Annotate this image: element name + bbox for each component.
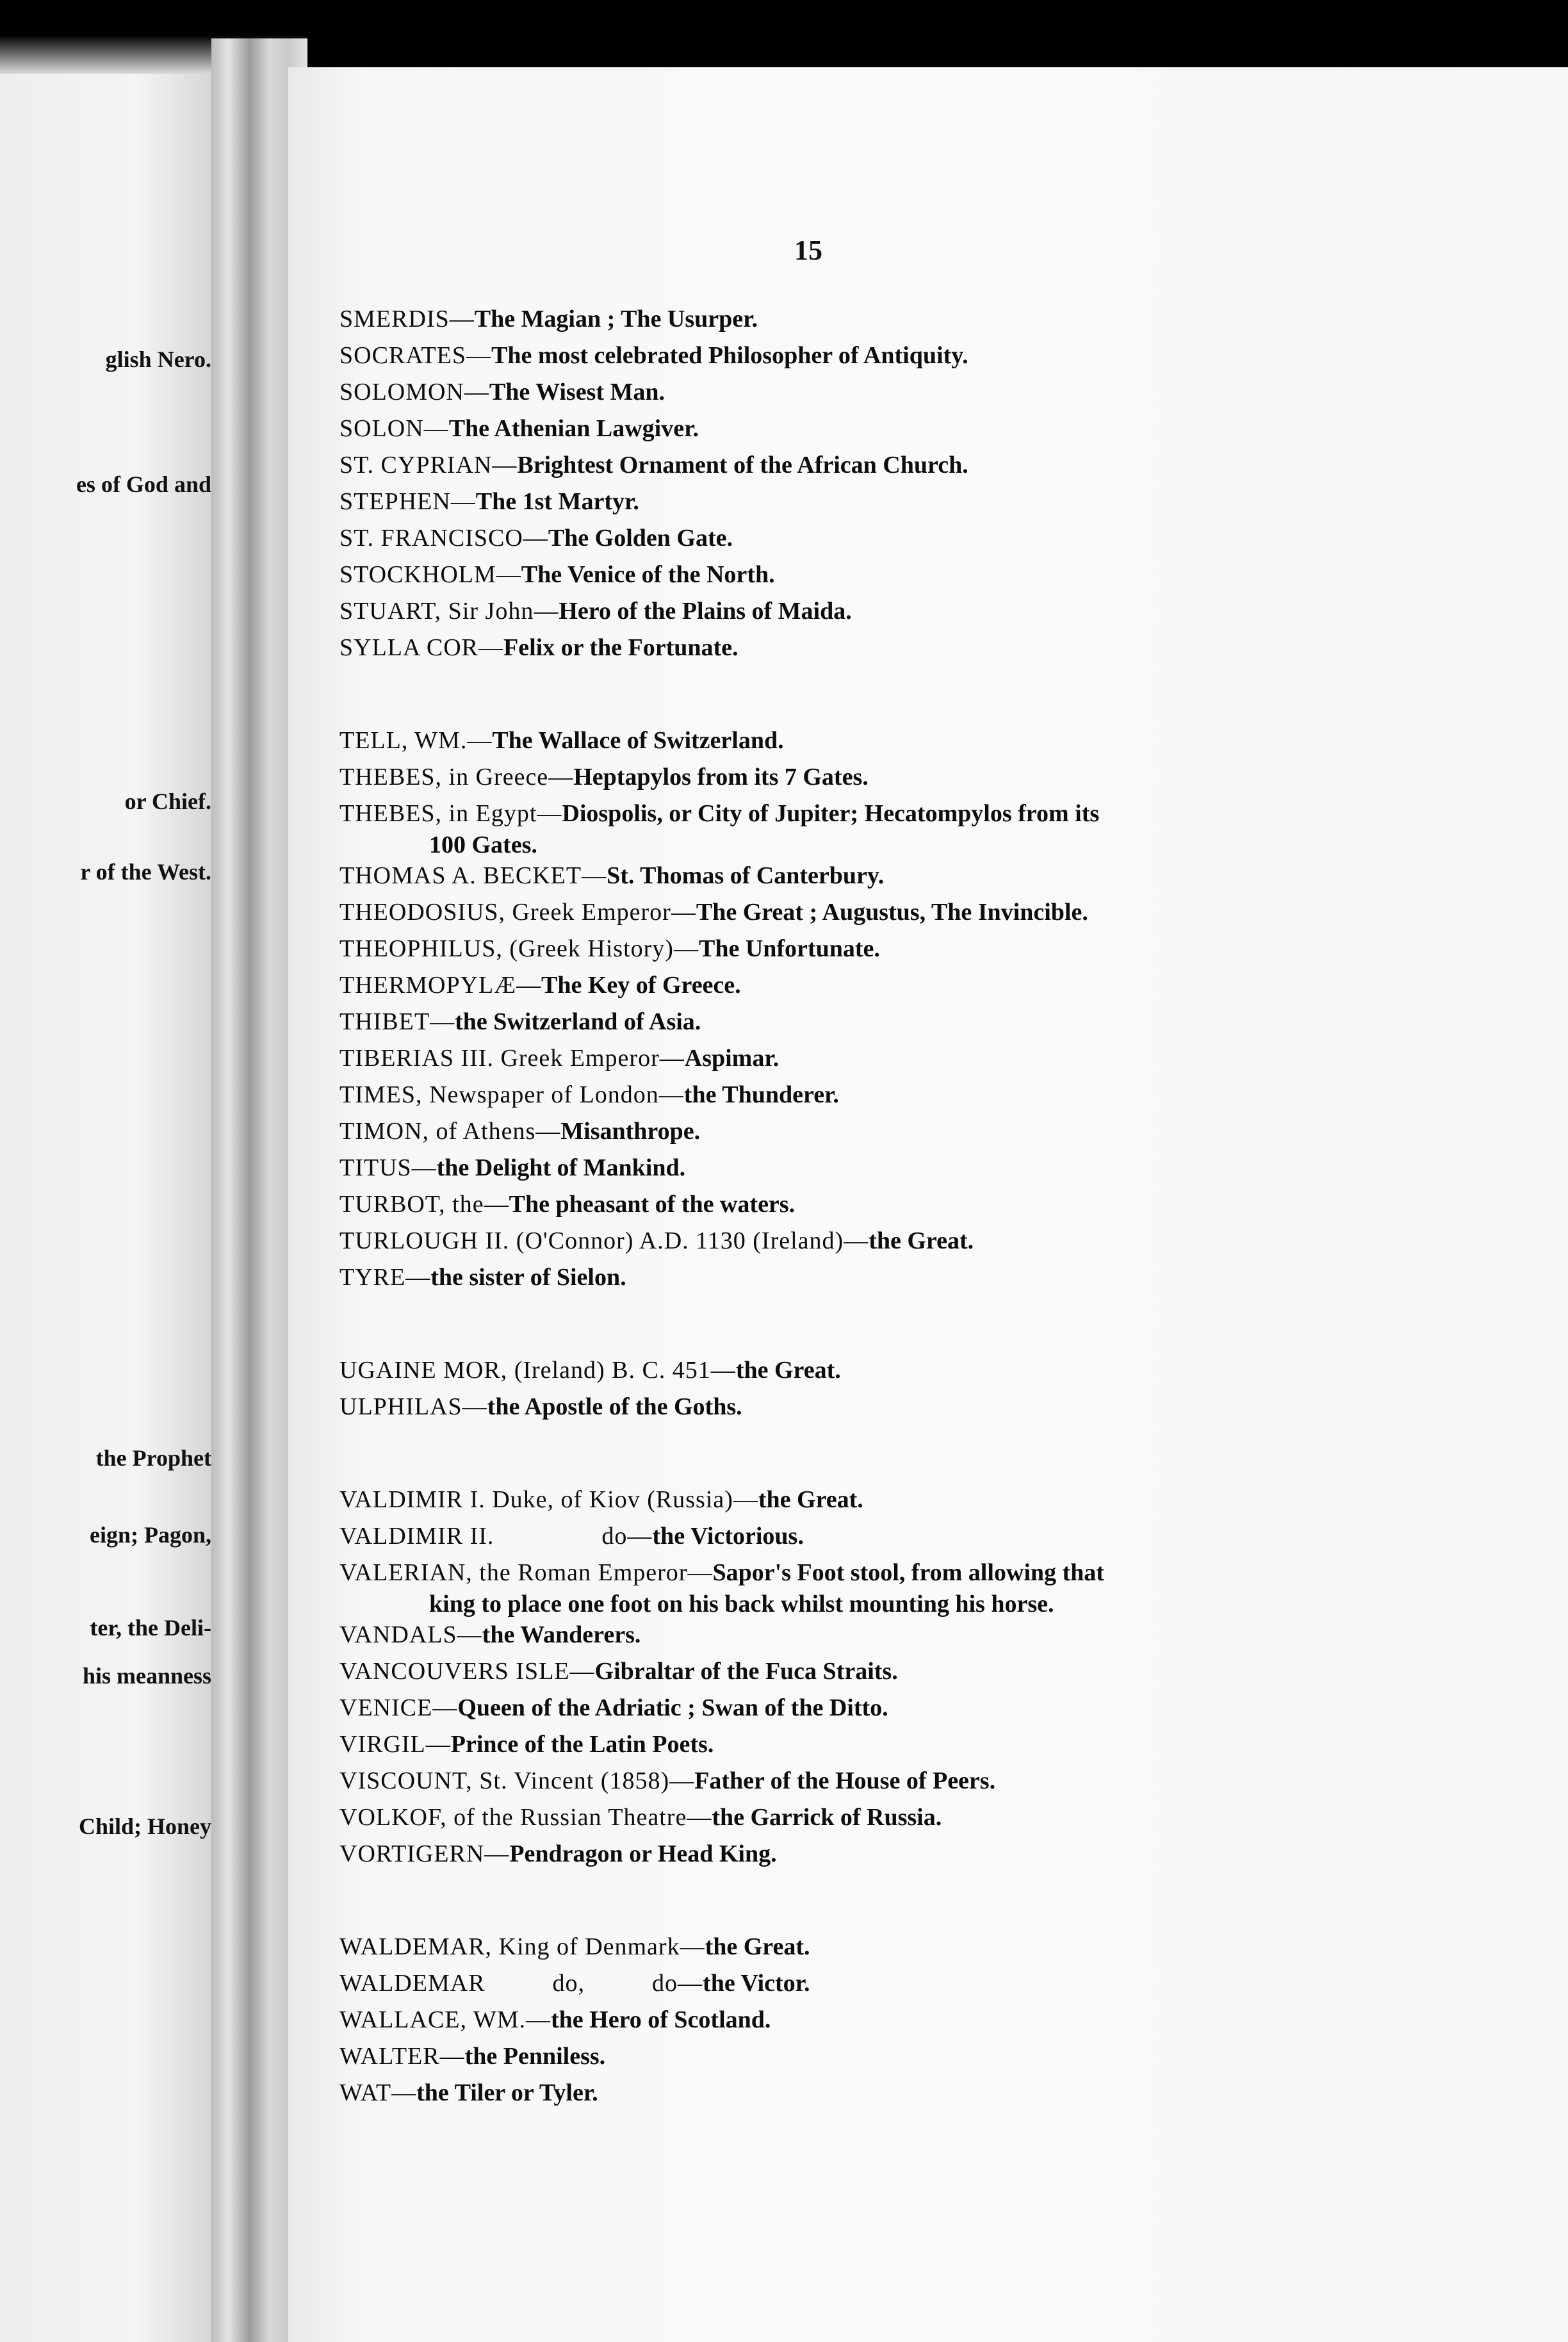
entry-description: Queen of the Adriatic ; Swan of the Ditto. xyxy=(457,1694,888,1721)
entry xyxy=(339,484,1326,520)
left-page-fragment: Child; Honey xyxy=(78,1814,211,1839)
entry-description: the Victorious. xyxy=(652,1523,804,1550)
section-gap xyxy=(339,1425,1326,1482)
entry xyxy=(339,1113,1326,1150)
entry-description: the Wanderers. xyxy=(482,1621,641,1648)
entry-heading: ULPHILAS— xyxy=(339,1393,487,1420)
entry-description: the sister of Sielon. xyxy=(430,1264,626,1291)
left-page-fragment: es of God and xyxy=(76,471,211,497)
left-page-fragment: his meanness xyxy=(82,1663,211,1689)
entry xyxy=(339,931,1326,967)
entry-heading: STOCKHOLM— xyxy=(339,561,521,588)
entry-heading: WALDEMAR, King of Denmark— xyxy=(339,1933,705,1960)
left-page-fragment: or Chief. xyxy=(124,789,211,814)
entry-description: Pendragon or Head King. xyxy=(509,1840,777,1867)
entry xyxy=(339,1150,1326,1186)
entry xyxy=(339,759,1326,796)
entry xyxy=(339,520,1326,557)
entry xyxy=(339,894,1326,931)
entry-continuation: 100 Gates. xyxy=(429,831,537,858)
section-gap xyxy=(339,1296,1326,1352)
entry xyxy=(339,1653,1326,1690)
entry xyxy=(339,1352,1326,1389)
entry-heading: THERMOPYLÆ— xyxy=(339,972,542,999)
entry xyxy=(339,1186,1326,1223)
entry-heading: TYRE— xyxy=(339,1264,431,1291)
entry-heading: SOCRATES— xyxy=(339,342,492,369)
entry-heading: WALLACE, WM.— xyxy=(339,2006,551,2033)
entry-description: the Great. xyxy=(705,1933,810,1960)
entry-description: the Hero of Scotland. xyxy=(551,2006,771,2033)
entry-heading: TIMON, of Athens— xyxy=(339,1118,561,1145)
entry-heading: TURLOUGH II. (O'Connor) A.D. 1130 (Ireland)— xyxy=(339,1227,869,1254)
entry-heading: SMERDIS— xyxy=(339,306,475,332)
entry xyxy=(339,1836,1326,1872)
entry-description: Father of the House of Peers. xyxy=(694,1767,996,1794)
left-facing-page xyxy=(0,54,231,2342)
entry-description: the Penniless. xyxy=(464,2043,606,2070)
entry xyxy=(339,1518,1326,1555)
entry-list xyxy=(339,301,1326,2111)
entry-description: The Wisest Man. xyxy=(489,379,666,405)
entry xyxy=(339,447,1326,484)
left-page-fragment: ter, the Deli- xyxy=(90,1615,211,1641)
page-number: 15 xyxy=(794,234,822,266)
entry-heading: VENICE— xyxy=(339,1694,458,1721)
entry-description: The Venice of the North. xyxy=(521,561,775,588)
entry xyxy=(339,1799,1326,1836)
entry-continuation: king to place one foot on his back whilst mounting his horse. xyxy=(429,1591,1054,1617)
entry-heading: SOLOMON— xyxy=(339,379,489,405)
entry-description: Gibraltar of the Fuca Straits. xyxy=(594,1658,898,1685)
entry xyxy=(339,1763,1326,1799)
entry-description: Heptapylos from its 7 Gates. xyxy=(573,764,869,790)
entry-heading: VANCOUVERS ISLE— xyxy=(339,1658,595,1685)
entry-heading: THEOPHILUS, (Greek History)— xyxy=(339,935,699,962)
entry-description: Felix or the Fortunate. xyxy=(503,634,739,661)
entry-description: The Golden Gate. xyxy=(548,525,733,552)
entry-heading: VIRGIL— xyxy=(339,1731,451,1758)
entry-description: the Great. xyxy=(869,1227,974,1254)
entry xyxy=(339,1617,1326,1653)
entry-heading: THEBES, in Greece— xyxy=(339,764,574,790)
entry xyxy=(339,1929,1326,1965)
entry-description: Diospolis, or City of Jupiter; Hecatompylos from its xyxy=(562,800,1100,827)
entry xyxy=(339,1965,1326,2002)
entry-heading: VORTIGERN— xyxy=(339,1840,510,1867)
entry-description: The Great ; Augustus, The Invincible. xyxy=(696,899,1088,926)
entry-heading: THEODOSIUS, Greek Emperor— xyxy=(339,899,696,926)
entry-heading: TITUS— xyxy=(339,1154,437,1181)
entry-heading: ST. FRANCISCO— xyxy=(339,525,548,552)
entry-description: The Key of Greece. xyxy=(541,972,741,999)
entry-description: The 1st Martyr. xyxy=(475,488,639,515)
entry-description: the Victor. xyxy=(703,1970,810,1997)
entry xyxy=(339,858,1326,894)
entry-heading: STUART, Sir John— xyxy=(339,598,559,625)
entry-heading: ST. CYPRIAN— xyxy=(339,452,518,479)
entry xyxy=(339,630,1326,666)
entry-description: The pheasant of the waters. xyxy=(509,1191,796,1218)
entry-heading: TIBERIAS III. Greek Emperor— xyxy=(339,1045,685,1072)
entry-description: The Unfortunate. xyxy=(698,935,880,962)
entry xyxy=(339,557,1326,593)
entry xyxy=(339,374,1326,411)
entry xyxy=(339,1482,1326,1518)
entry xyxy=(339,2002,1326,2038)
entry xyxy=(339,1223,1326,1259)
entry-description: Aspimar. xyxy=(684,1045,780,1072)
entry-description: The Wallace of Switzerland. xyxy=(492,727,784,754)
entry-heading: WALTER— xyxy=(339,2043,465,2070)
entry-description: the Great. xyxy=(758,1486,863,1513)
entry xyxy=(339,2075,1326,2111)
left-page-fragment: r of the West. xyxy=(80,859,211,885)
entry-description: the Tiler or Tyler. xyxy=(416,2079,598,2106)
entry-description: the Delight of Mankind. xyxy=(436,1154,686,1181)
entry xyxy=(339,593,1326,630)
section-gap xyxy=(339,1872,1326,1929)
entry-heading: SYLLA COR— xyxy=(339,634,503,661)
entry-heading: VALDIMIR I. Duke, of Kiov (Russia)— xyxy=(339,1486,758,1513)
entry-description: Sapor's Foot stool, from allowing that xyxy=(712,1559,1104,1586)
entry-description: the Apostle of the Goths. xyxy=(487,1393,742,1420)
entry xyxy=(339,1555,1326,1617)
entry-description: Brightest Ornament of the African Church. xyxy=(517,452,968,479)
entry-heading: VALERIAN, the Roman Emperor— xyxy=(339,1559,713,1586)
entry-heading: VISCOUNT, St. Vincent (1858)— xyxy=(339,1767,695,1794)
left-page-fragment: glish Nero. xyxy=(105,347,211,372)
entry-description: The most celebrated Philosopher of Antiquity. xyxy=(491,342,968,369)
entry-heading: THEBES, in Egypt— xyxy=(339,800,562,827)
entry xyxy=(339,1389,1326,1425)
entry xyxy=(339,967,1326,1004)
entry xyxy=(339,723,1326,759)
entry-heading: WAT— xyxy=(339,2079,417,2106)
entry-description: the Garrick of Russia. xyxy=(712,1804,942,1831)
entry-heading: TELL, WM.— xyxy=(339,727,493,754)
left-page-fragment: eign; Pagon, xyxy=(89,1522,211,1548)
entry-heading: UGAINE MOR, (Ireland) B. C. 451— xyxy=(339,1357,736,1384)
entry xyxy=(339,1690,1326,1726)
section-gap xyxy=(339,666,1326,723)
entry-description: the Switzerland of Asia. xyxy=(455,1008,701,1035)
entry-heading: STEPHEN— xyxy=(339,488,476,515)
entry xyxy=(339,1040,1326,1077)
entry-heading: VOLKOF, of the Russian Theatre— xyxy=(339,1804,712,1831)
entry-heading: TIMES, Newspaper of London— xyxy=(339,1081,684,1108)
entry xyxy=(339,1259,1326,1296)
left-page-fragment: the Prophet xyxy=(95,1445,211,1471)
entry xyxy=(339,338,1326,374)
entry xyxy=(339,1004,1326,1040)
entry xyxy=(339,2038,1326,2075)
entry xyxy=(339,301,1326,338)
entry-description: St. Thomas of Canterbury. xyxy=(607,862,885,889)
entry-description: Hero of the Plains of Maida. xyxy=(559,598,852,625)
entry-heading: THIBET— xyxy=(339,1008,455,1035)
entry-heading: THOMAS A. BECKET— xyxy=(339,862,607,889)
entry-description: The Magian ; The Usurper. xyxy=(474,306,758,332)
entry-description: Prince of the Latin Poets. xyxy=(450,1731,714,1758)
entry-heading: VALDIMIR II. do— xyxy=(339,1523,653,1550)
entry xyxy=(339,411,1326,447)
entry-description: The Athenian Lawgiver. xyxy=(448,415,699,442)
entry-description: the Thunderer. xyxy=(683,1081,839,1108)
entry xyxy=(339,796,1326,858)
entry-heading: SOLON— xyxy=(339,415,449,442)
entry-heading: VANDALS— xyxy=(339,1621,482,1648)
entry-heading: TURBOT, the— xyxy=(339,1191,509,1218)
entry xyxy=(339,1077,1326,1113)
entry-description: Misanthrope. xyxy=(560,1118,701,1145)
entry-description: the Great. xyxy=(735,1357,841,1384)
entry xyxy=(339,1726,1326,1763)
entry-heading: WALDEMAR do, do— xyxy=(339,1970,703,1997)
